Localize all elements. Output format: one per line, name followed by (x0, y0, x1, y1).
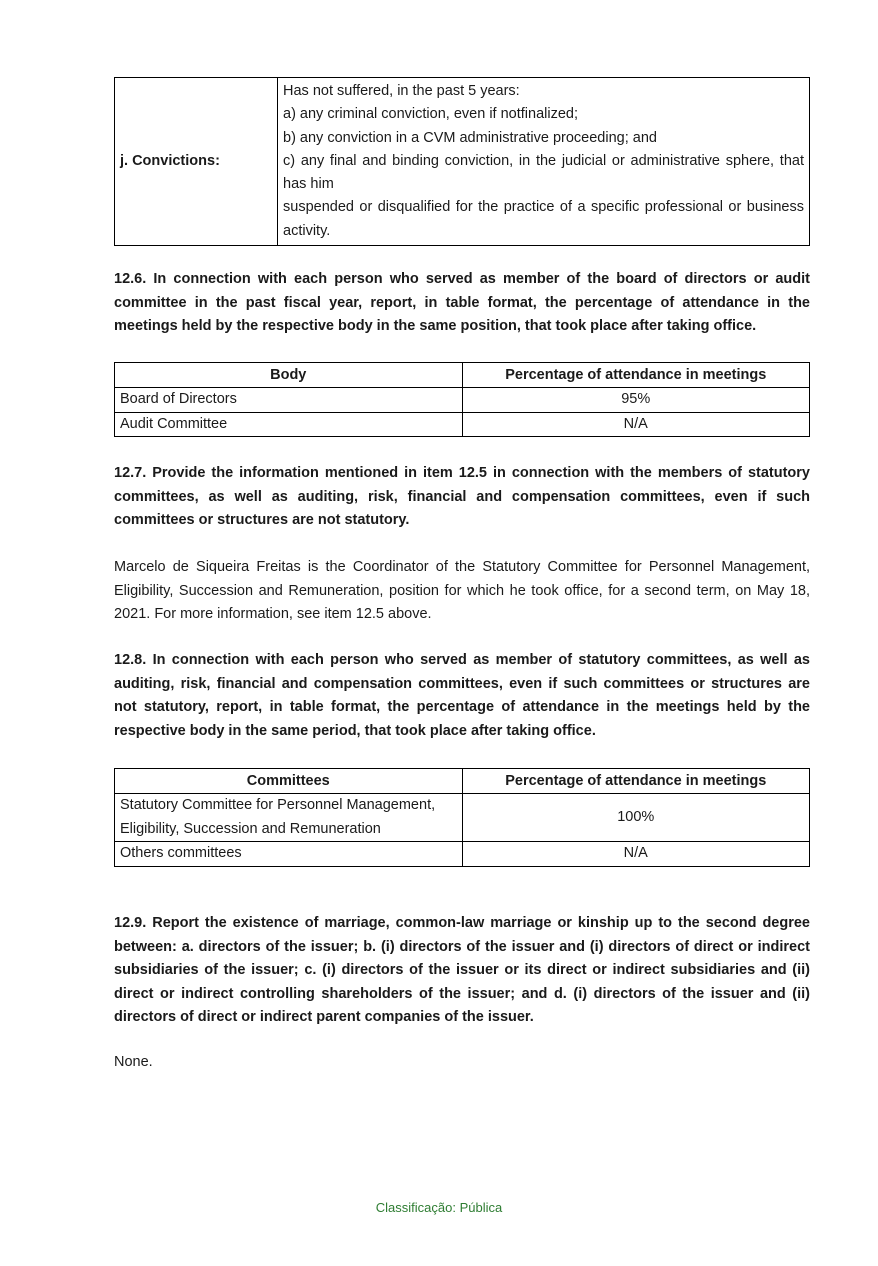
convictions-line: suspended or disqualified for the practice of a specific professional or business activity. (283, 199, 804, 239)
section-12-7-heading: 12.7. Provide the information mentioned in item 12.5 in connection with the members of statutory committees, as well as auditing, risk, financial and compensation committees, even if such committees or structures are not statutory. (114, 465, 810, 528)
convictions-line: a) any criminal conviction, even if notfinalized; (283, 106, 578, 123)
convictions-table (114, 77, 810, 246)
table-row (115, 412, 810, 437)
attendance-table-committees (114, 768, 810, 867)
column-header: Percentage of attendance in meetings (462, 769, 810, 794)
convictions-line: c) any final and binding conviction, in the judicial or administrative sphere, that has him (283, 152, 804, 193)
section-12-9-body: None. (114, 1054, 153, 1070)
committee-cell: Statutory Committee for Personnel Management, Eligibility, Succession and Remuneration (115, 794, 463, 842)
column-header: Percentage of attendance in meetings (462, 363, 810, 388)
percentage-cell: 100% (462, 794, 810, 842)
table-row (115, 388, 810, 413)
column-header: Committees (115, 769, 463, 794)
percentage-cell: N/A (462, 412, 810, 437)
section-12-6-heading: 12.6. In connection with each person who served as member of the board of directors or audit committee in the past fiscal year, report, in table format, the percentage of attendance in the meetings held by the respective body in the same position, that took place after taking office. (114, 271, 810, 334)
convictions-content (278, 78, 810, 246)
committee-cell: Others committees (115, 842, 463, 867)
convictions-line: b) any conviction in a CVM administrative proceeding; and (283, 129, 657, 146)
table-row (115, 842, 810, 867)
percentage-cell: 95% (462, 388, 810, 413)
column-header: Body (115, 363, 463, 388)
table-row (115, 794, 810, 842)
section-12-8-heading: 12.8. In connection with each person who served as member of statutory committees, as well as auditing, risk, financial and compensation committees, even if such committees or structures are not statutory, report, in table format, the percentage of attendance in the meetings held by the respective body in the same period, that took place after taking office. (114, 652, 810, 739)
body-cell: Board of Directors (115, 388, 463, 413)
convictions-label: j. Convictions: (115, 78, 278, 246)
section-12-7-body: Marcelo de Siqueira Freitas is the Coordinator of the Statutory Committee for Personnel Management, Eligibility, Succession and Remuneration, position for which he took office, for a second term, on May 18, 2021. For more information, see item 12.5 above. (114, 559, 810, 622)
percentage-cell: N/A (462, 842, 810, 867)
section-12-9-heading: 12.9. Report the existence of marriage, common-law marriage or kinship up to the second degree between: a. directors of the issuer; b. (i) directors of the issuer and (i) directors of direct or indirect subsidiaries of the issuer; c. (i) directors of the issuer or its direct or indirect subsidiaries and (ii) direct or indirect controlling shareholders of the issuer; and d. (i) directors of the issuer and (ii) directors of direct or indirect parent companies of the issuer. (114, 915, 810, 1025)
attendance-table-board (114, 362, 810, 437)
body-cell: Audit Committee (115, 412, 463, 437)
convictions-line: Has not suffered, in the past 5 years: (283, 83, 520, 99)
classification-footer: Classificação: Pública (375, 1200, 503, 1215)
